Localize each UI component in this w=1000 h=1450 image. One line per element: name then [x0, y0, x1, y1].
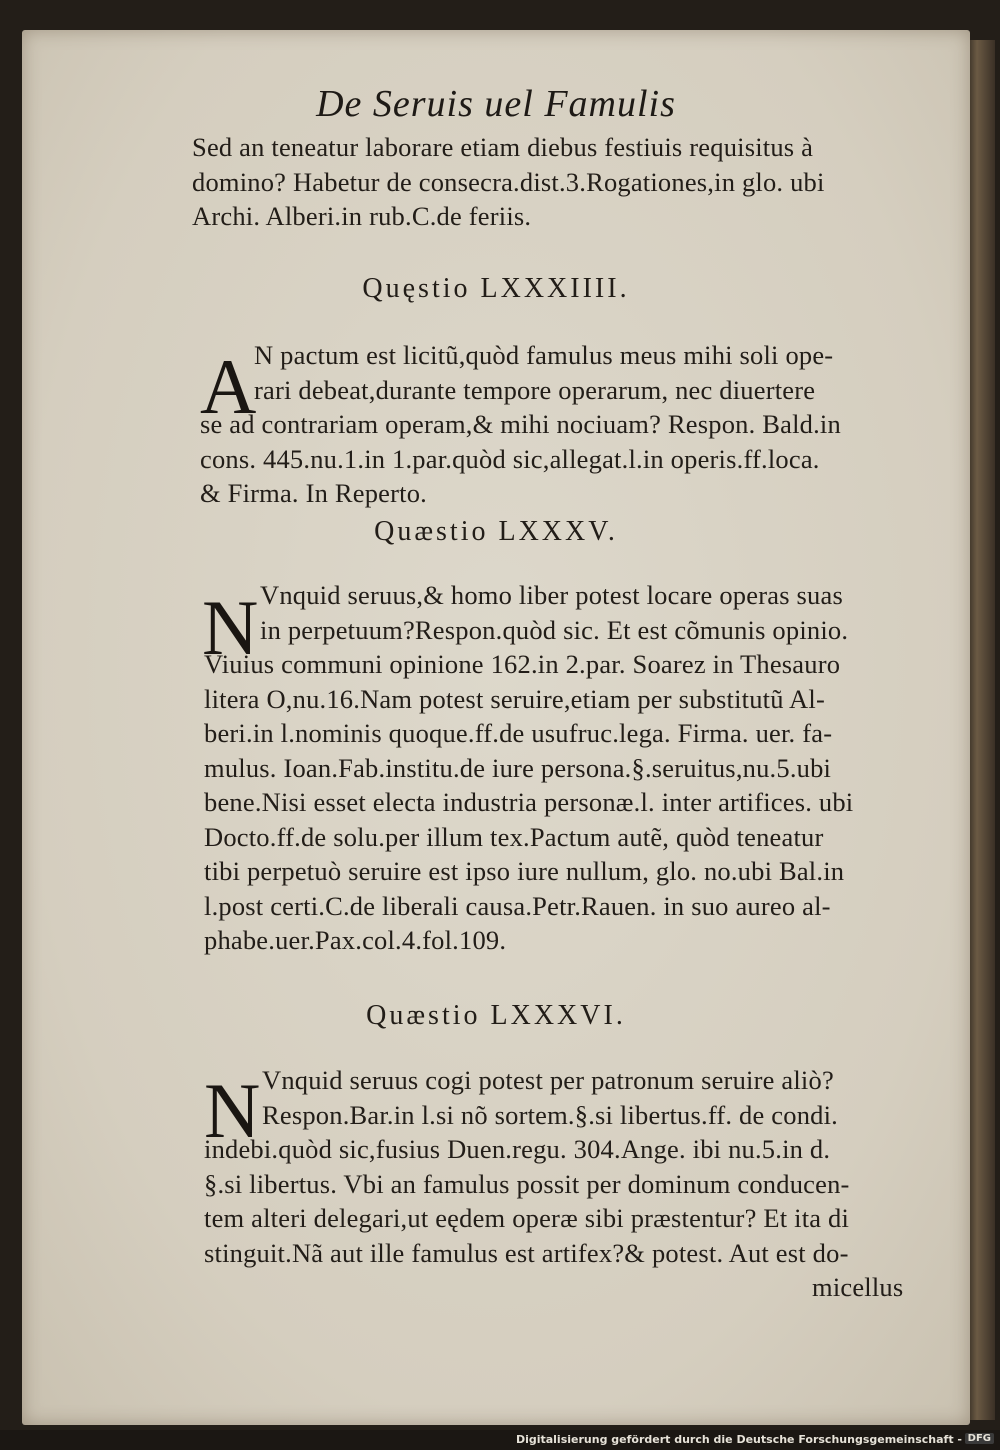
- text-line: §.si libertus. Vbi an famulus possit per dominum conducen-: [204, 1168, 850, 1199]
- drop-cap: N: [202, 584, 259, 671]
- text-line: Docto.ff.de solu.per illum tex.Pactum autẽ, quòd teneatur: [204, 821, 824, 852]
- question-85-heading: Quæstio LXXXV.: [374, 516, 618, 547]
- text-line: Sed an teneatur laborare etiam diebus festiuis requisitus à: [192, 132, 814, 162]
- question-84-paragraph: [200, 407, 841, 511]
- question-86-paragraph: [204, 1132, 850, 1270]
- text-line: Viuius communi opinione 162.in 2.par. Soarez in Thesauro: [204, 649, 841, 679]
- text-line: phabe.uer.Pax.col.4.fol.109.: [204, 925, 507, 955]
- dfg-logo-icon: DFG: [965, 1433, 994, 1444]
- text-line: & Firma. In Reperto.: [200, 478, 427, 508]
- text-line: stinguit.Nã aut ille famulus est artifex?& potest. Aut est do-: [204, 1237, 849, 1268]
- text-line: Vnquid seruus cogi potest per patronum seruire aliò?: [262, 1065, 834, 1095]
- catchword-text: micellus: [812, 1272, 904, 1302]
- question-86-heading: Quæstio LXXXVI.: [366, 1000, 626, 1031]
- text-line: se ad contrariam operam,& mihi nociuam? Respon. Bald.in: [200, 409, 841, 439]
- question-86-first-lines: [262, 1063, 838, 1132]
- text-line: in perpetuum?Respon.quòd sic. Et est cõmunis opinio.: [260, 614, 849, 645]
- text-line: l.post certi.C.de liberali causa.Petr.Rauen. in suo aureo al-: [204, 890, 831, 921]
- text-line: Respon.Bar.in l.si nõ sortem.§.si libertus.ff. de condi.: [262, 1099, 838, 1130]
- text-line: cons. 445.nu.1.in 1.par.quòd sic,allegat.l.in operis.ff.loca.: [200, 443, 820, 474]
- catchword: [812, 1270, 903, 1305]
- text-line: N pactum est licitũ,quòd famulus meus mihi soli ope-: [254, 340, 834, 370]
- text-line: Vnquid seruus,& homo liber potest locare operas suas: [260, 580, 843, 610]
- book-page: [22, 30, 970, 1425]
- text-line: domino? Habetur de consecra.dist.3.Rogationes,in glo. ubi: [192, 166, 825, 197]
- drop-cap: A: [200, 343, 257, 430]
- question-84-heading: Quęstio LXXXIIII.: [362, 273, 630, 304]
- text-line: beri.in l.nominis quoque.ff.de usufruc.lega. Firma. uer. fa-: [204, 718, 833, 748]
- text-line: litera O,nu.16.Nam potest seruire,etiam per substitutũ Al-: [204, 683, 825, 714]
- text-line: Archi. Alberi.in rub.C.de feriis.: [192, 201, 532, 231]
- question-85-first-lines: [260, 578, 848, 647]
- drop-cap: N: [204, 1067, 261, 1154]
- intro-paragraph: [192, 130, 825, 234]
- text-line: rari debeat,durante tempore operarum, nec diuertere: [254, 374, 816, 405]
- text-line: indebi.quòd sic,fusius Duen.regu. 304.Ange. ibi nu.5.in d.: [204, 1134, 831, 1164]
- question-85-paragraph: [204, 647, 853, 958]
- running-head: De Seruis uel Famulis: [316, 83, 676, 125]
- question-84-first-lines: [254, 338, 833, 407]
- text-line: bene.Nisi esset electa industria personæ.l. inter artifices. ubi: [204, 787, 854, 817]
- text-line: tibi perpetuò seruire est ipso iure nullum, glo. no.ubi Bal.in: [204, 856, 845, 886]
- footer-credit: Digitalisierung gefördert durch die Deutsche Forschungsgemeinschaft -: [515, 1433, 962, 1446]
- text-line: tem alteri delegari,ut eędem operæ sibi præstentur? Et ita di: [204, 1203, 850, 1233]
- text-line: mulus. Ioan.Fab.institu.de iure persona.§.seruitus,nu.5.ubi: [204, 752, 832, 783]
